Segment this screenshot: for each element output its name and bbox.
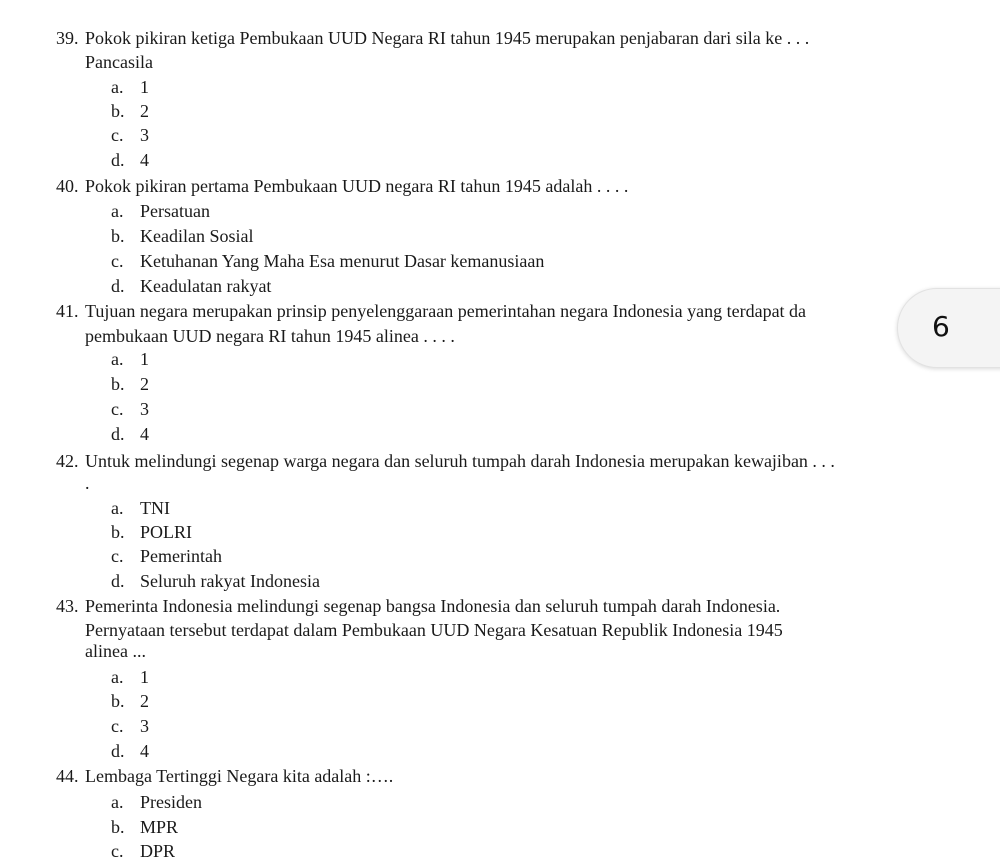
option-letter: d.: [111, 741, 125, 761]
option-letter: d.: [111, 571, 125, 591]
option-letter: d.: [111, 276, 125, 296]
option-letter: b.: [111, 374, 125, 394]
option-text: Presiden: [140, 792, 202, 812]
option-text: 1: [140, 667, 149, 687]
option-letter: c.: [111, 125, 124, 145]
question-text: Pernyataan tersebut terdapat dalam Pembukaan UUD Negara Kesatuan Republik Indonesia 1945: [85, 620, 783, 640]
option-letter: a.: [111, 792, 124, 812]
option-letter: b.: [111, 691, 125, 711]
question-text: Pokok pikiran ketiga Pembukaan UUD Negara RI tahun 1945 merupakan penjabaran dari sila ke . . .: [85, 28, 810, 48]
option-letter: b.: [111, 817, 125, 837]
question-text: Pemerinta Indonesia melindungi segenap bangsa Indonesia dan seluruh tumpah darah Indonesia.: [85, 596, 781, 616]
option-text: Seluruh rakyat Indonesia: [140, 571, 320, 591]
option-text: Ketuhanan Yang Maha Esa menurut Dasar kemanusiaan: [140, 251, 545, 271]
option-letter: a.: [111, 498, 124, 518]
question-text: Pokok pikiran pertama Pembukaan UUD negara RI tahun 1945 adalah . . . .: [85, 176, 629, 196]
option-letter: b.: [111, 101, 125, 121]
option-letter: a.: [111, 667, 124, 687]
option-letter: c.: [111, 251, 124, 271]
question-text: Tujuan negara merupakan prinsip penyelenggaraan pemerintahan negara Indonesia yang terdapat da: [85, 301, 807, 321]
question-text: pembukaan UUD negara RI tahun 1945 alinea . . . .: [85, 326, 455, 346]
question-number: 43.: [56, 596, 79, 616]
question-text: alinea ...: [85, 641, 146, 661]
question-number: 44.: [56, 766, 79, 786]
option-text: 1: [140, 349, 149, 369]
option-text: TNI: [140, 498, 170, 518]
option-letter: c.: [111, 399, 124, 419]
option-text: Persatuan: [140, 201, 210, 221]
option-text: 3: [140, 716, 149, 736]
option-text: MPR: [140, 817, 179, 837]
option-text: 2: [140, 101, 149, 121]
option-text: 3: [140, 399, 149, 419]
question-number: 41.: [56, 301, 79, 321]
question-text: Untuk melindungi segenap warga negara dan seluruh tumpah darah Indonesia merupakan kewajiban . . .: [85, 451, 835, 471]
option-letter: b.: [111, 522, 125, 542]
page-number: 6: [932, 310, 950, 343]
option-text: POLRI: [140, 522, 193, 542]
option-text: 4: [140, 741, 149, 761]
option-text: 1: [140, 77, 149, 97]
option-letter: d.: [111, 424, 125, 444]
option-letter: c.: [111, 546, 124, 566]
question-number: 42.: [56, 451, 79, 471]
question-text: Lembaga Tertinggi Negara kita adalah :….: [85, 766, 394, 786]
question-number: 39.: [56, 28, 79, 48]
option-text: Keadulatan rakyat: [140, 276, 272, 296]
option-text: DPR: [140, 841, 176, 861]
option-text: 2: [140, 691, 149, 711]
option-text: Keadilan Sosial: [140, 226, 254, 246]
option-letter: a.: [111, 349, 124, 369]
option-letter: c.: [111, 716, 124, 736]
option-text: 3: [140, 125, 149, 145]
option-text: 4: [140, 424, 149, 444]
option-text: 2: [140, 374, 149, 394]
option-letter: b.: [111, 226, 125, 246]
option-letter: a.: [111, 201, 124, 221]
option-text: Pemerintah: [140, 546, 222, 566]
question-text: Pancasila: [85, 52, 153, 72]
question-number: 40.: [56, 176, 79, 196]
option-text: 4: [140, 150, 149, 170]
option-letter: a.: [111, 77, 124, 97]
question-text: .: [85, 473, 90, 493]
option-letter: c.: [111, 841, 124, 861]
option-letter: d.: [111, 150, 125, 170]
